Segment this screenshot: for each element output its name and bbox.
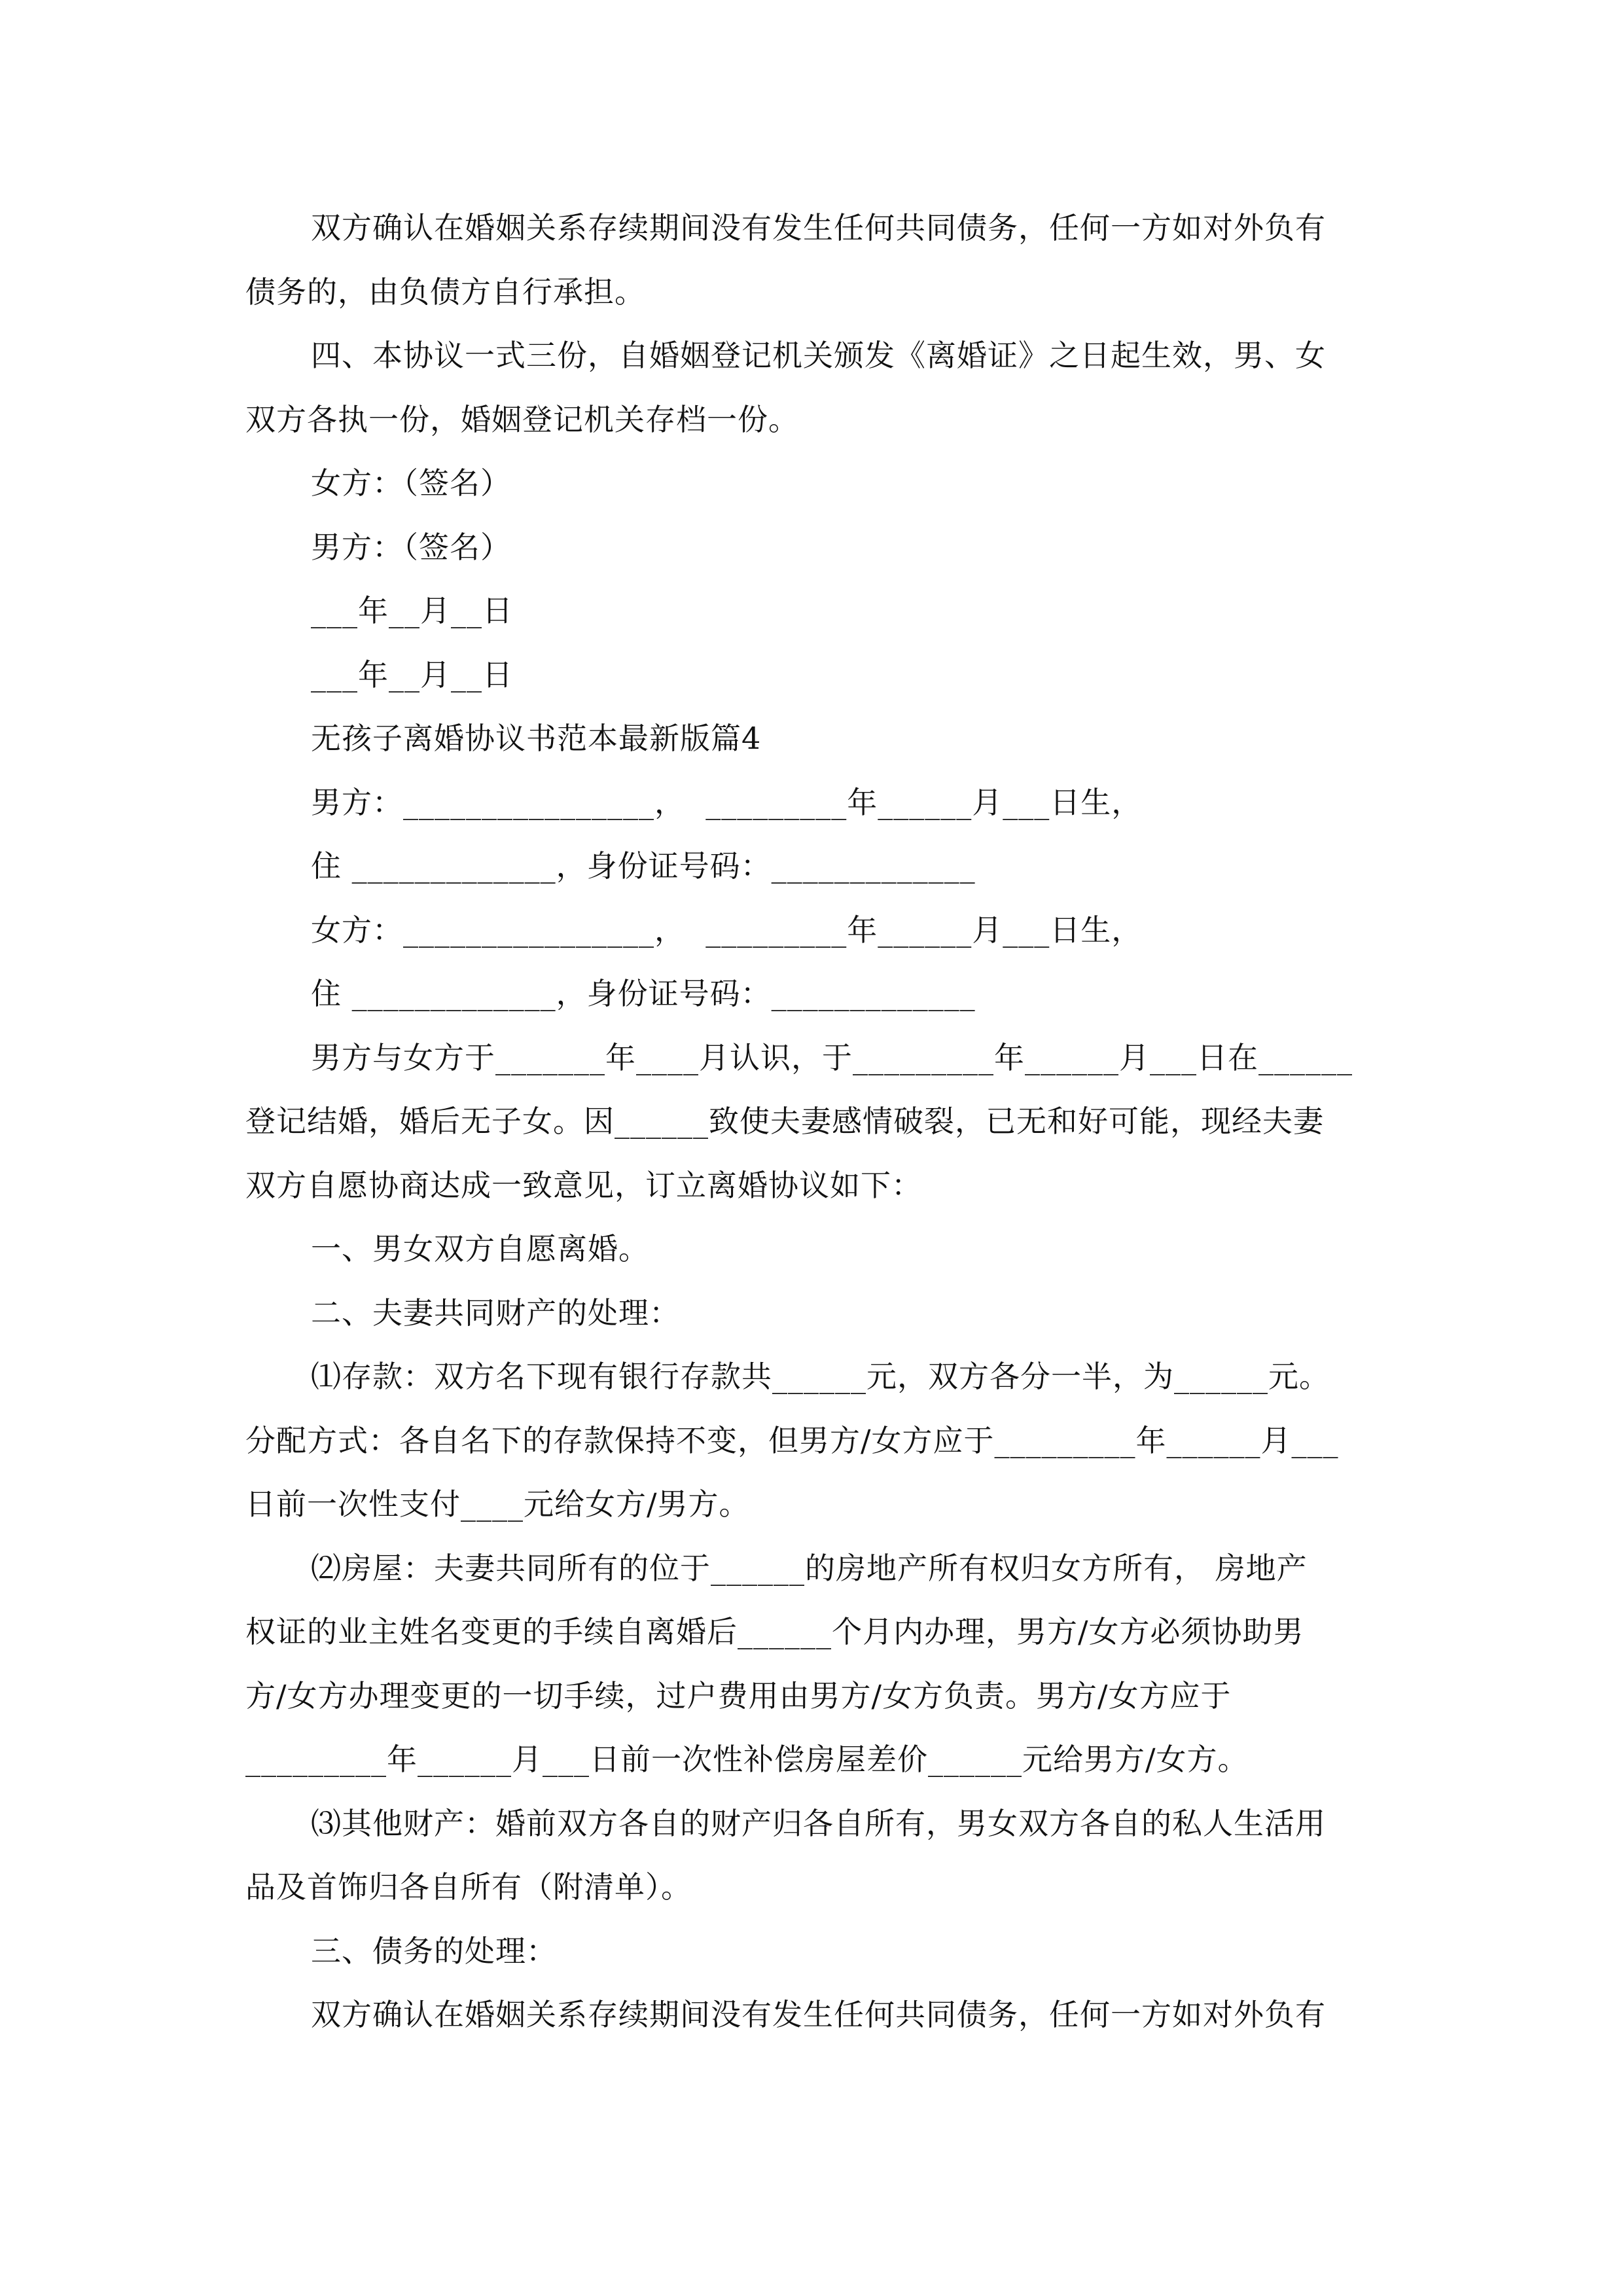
text-line-3: 四、本协议一式三份，自婚姻登记机关颁发《离婚证》之日起生效，男、女 [311, 338, 1326, 373]
text-line-27: 品及首饰归各自所有（附清单）。 [245, 1869, 692, 1905]
signature-female: 女方：（签名） [311, 465, 511, 501]
text-line-4: 双方各执一份，婚姻登记机关存档一份。 [245, 402, 799, 437]
text-line-2: 债务的，由负债方自行承担。 [245, 274, 645, 310]
text-line-19: ⑴存款：双方名下现有银行存款共______元，双方各分一半，为______元。 [311, 1359, 1330, 1394]
signature-male: 男方：（签名） [311, 529, 511, 565]
section-title: 无孩子离婚协议书范本最新版篇4 [311, 721, 762, 756]
text-line-15: 登记结婚，婚后无子女。因______致使夫妻感情破裂，已无和好可能，现经夫妻 [245, 1103, 1324, 1139]
clause-3: 三、债务的处理： [311, 1933, 557, 1969]
text-line-22: ⑵房屋：夫妻共同所有的位于______的房地产所有权归女方所有， 房地产 [311, 1551, 1308, 1586]
date-line-1: ___年__月__日 [311, 593, 513, 628]
text-line-24: 方/女方办理变更的一切手续，过户费用由男方/女方负责。男方/女方应于 [245, 1678, 1232, 1713]
text-line-23: 权证的业主姓名变更的手续自离婚后______个月内办理，男方/女方必须协助男 [245, 1614, 1304, 1649]
text-line-25: _________年______月___日前一次性补偿房屋差价______元给男方/女方。 [245, 1742, 1249, 1777]
clause-1: 一、男女双方自愿离婚。 [311, 1231, 649, 1266]
text-line-14: 男方与女方于_______年____月认识，于_________年______月___日在______ [311, 1040, 1353, 1075]
male-info-line: 男方：________________， _________年______月___日生， [311, 785, 1143, 820]
text-line-16: 双方自愿协商达成一致意见，订立离婚协议如下： [245, 1168, 922, 1203]
text-line-20: 分配方式：各自名下的存款保持不变，但男方/女方应于_________年______月___ [245, 1423, 1339, 1458]
text-line-26: ⑶其他财产：婚前双方各自的财产归各自所有，男女双方各自的私人生活用 [311, 1806, 1326, 1841]
male-address-line: 住 _____________，身份证号码：_____________ [311, 848, 976, 884]
clause-2: 二、夫妻共同财产的处理： [311, 1295, 680, 1331]
text-line-21: 日前一次性支付____元给女方/男方。 [245, 1486, 750, 1522]
text-line-29: 双方确认在婚姻关系存续期间没有发生任何共同债务，任何一方如对外负有 [311, 1997, 1326, 2032]
text-line-1: 双方确认在婚姻关系存续期间没有发生任何共同债务，任何一方如对外负有 [311, 210, 1326, 245]
date-line-2: ___年__月__日 [311, 657, 513, 692]
female-address-line: 住 _____________，身份证号码：_____________ [311, 976, 976, 1011]
female-info-line: 女方：________________， _________年______月___日生， [311, 912, 1143, 948]
